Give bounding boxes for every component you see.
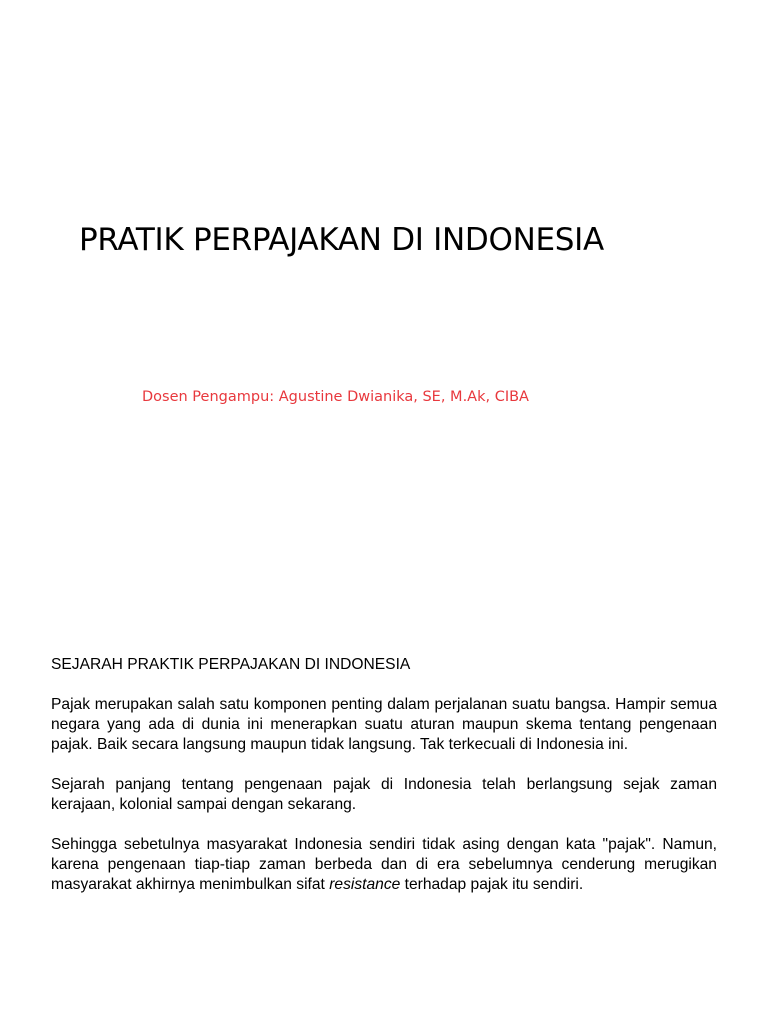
slide-title: PRATIK PERPAJAKAN DI INDONESIA	[79, 222, 604, 258]
lecturer-separator: :	[269, 389, 279, 405]
history-section	[51, 655, 717, 915]
resistance-term: resistance	[329, 876, 401, 893]
paragraph-resistance	[51, 835, 717, 895]
paragraph-intro: Pajak merupakan salah satu komponen penting dalam perjalanan suatu bangsa. Hampir semua negara yang ada di dunia ini menerapkan suatu aturan maupun skema tentang pengenaan pajak. Baik secara langsung maupun tidak langsung. Tak terkecuali di Indonesia ini.	[51, 696, 717, 753]
paragraph-history: Sejarah panjang tentang pengenaan pajak di Indonesia telah berlangsung sejak zaman kerajaan, kolonial sampai dengan sekarang.	[51, 776, 717, 813]
paragraph-resistance-start: Sehingga sebetulnya masyarakat Indonesia sendiri tidak asing dengan kata "pajak". Namun, karena pengenaan tiap-tiap zaman berbeda dan di era sebelumnya cenderung merugikan masyarakat akhirnya menimbulkan sifat	[51, 836, 717, 893]
lecturer-name: Agustine Dwianika, SE, M.Ak, CIBA	[278, 389, 529, 405]
section-heading: SEJARAH PRAKTIK PERPAJAKAN DI INDONESIA	[51, 656, 411, 673]
lecturer-line	[142, 387, 702, 407]
lecturer-label: Dosen Pengampu	[142, 389, 270, 405]
paragraph-resistance-end: terhadap pajak itu sendiri.	[400, 876, 584, 893]
